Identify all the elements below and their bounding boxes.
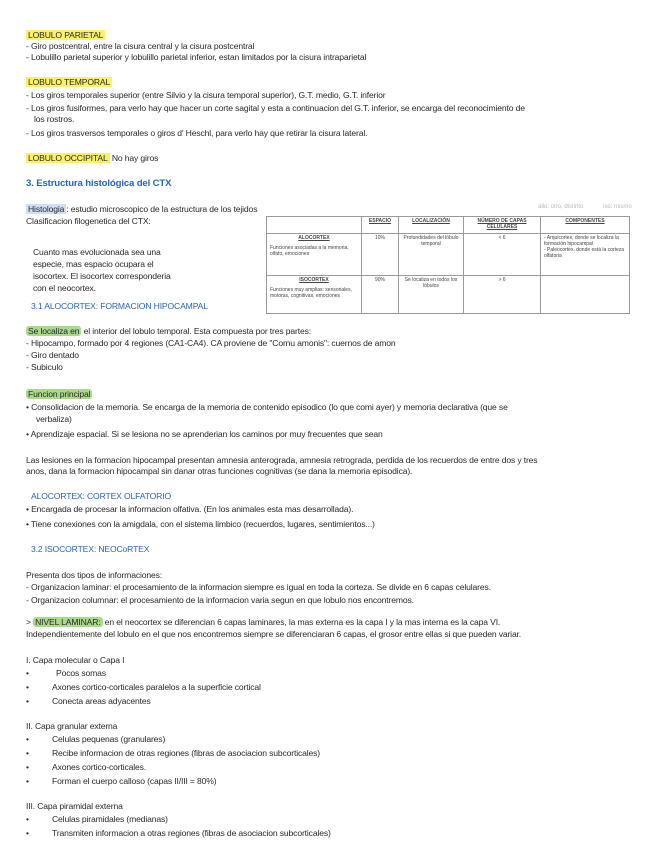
funcion-item: verbaliza) <box>36 414 72 424</box>
component-item: - Paleocortex, donde está la corteza olfatoria <box>544 247 625 259</box>
nivel-line: Independientemente del lobulo en el que nos encontremos siempre se diferenciaran 6 capas, el grosor entre ellas si que pueden variar. <box>26 629 522 639</box>
info-line: Presenta dos tipos de informaciones: <box>26 570 162 580</box>
temporal-line: - Los giros temporales superior (entre Silvio y la cisura temporal superior), G.T. medio, G.T. inferior <box>26 90 386 100</box>
occipital-line <box>26 153 158 163</box>
evolution-line: isocortex. El isocortex corresponderia <box>33 271 171 281</box>
table-cell: 90% <box>362 276 399 314</box>
section-3-title: 3. Estructura histológica del CTX <box>26 178 172 189</box>
table-cell: < 6 <box>464 234 541 276</box>
evolution-line: especie, mas espacio ocupara el <box>33 259 154 269</box>
table-header: COMPONENTES <box>541 217 630 234</box>
funcion-item: • Consolidacion de la memoria. Se encarga de la memoria de contenido episodico (lo que comi ayer) y memoria declarativa (que se <box>26 402 508 412</box>
row-name: ALOCORTEX <box>298 235 330 241</box>
info-line: - Organizacion laminar: el procesamiento de la informacion siempre es igual en toda la corteza. Se divide en 6 capas celulares. <box>26 582 491 592</box>
occipital-heading: LOBULO OCCIPITAL <box>28 153 108 163</box>
section-3-2-title: 3.2 ISOCORTEX: NEOCoRTEX <box>31 544 150 554</box>
localiza-text: el interior del lobulo temporal. Esta compuesta por tres partes: <box>81 326 311 336</box>
list-item: • Recibe informacion de otras regiones (fibras de asociacion subcorticales) <box>26 748 321 758</box>
olfatorio-item: • Encargada de procesar la informacion olfativa. (En los animales esta mas desarrollada). <box>26 504 354 514</box>
component-item: - Arquicortex, donde se localiza la formación hipocampal <box>544 235 619 247</box>
capa-1-title: I. Capa molecular o Capa I <box>26 655 125 665</box>
evolution-line: con el neocortex. <box>33 283 96 293</box>
faint-note-iso: iso: mismo <box>603 204 632 210</box>
table-header: ESPACIO <box>362 217 399 234</box>
localiza-label: Se localiza en <box>28 326 80 336</box>
list-item: • Forman el cuerpo calloso (capas II/III = 80%) <box>26 776 217 786</box>
table-cell: 10% <box>362 234 399 276</box>
localiza-line <box>26 326 311 336</box>
table-cell: > 6 <box>464 276 541 314</box>
parietal-line: - Giro postcentral, entre la cisura central y la cisura postcentral <box>26 41 255 51</box>
funcion-heading: Funcion principal <box>28 389 91 399</box>
table-cell <box>267 234 362 276</box>
parietal-line: - Lobulillo parietal superior y lobulillo parietal inferior, estan limitados por la cisura intraparietal <box>26 52 367 62</box>
localiza-item: - Hipocampo, formado por 4 regiones (CA1-CA4). CA proviene de "Cornu amonis": cuernos de amon <box>26 338 396 348</box>
list-item: • Axones cortico-corticales. <box>26 762 147 772</box>
row-desc: Funciones asociadas a la memoria, olfato, emociones <box>270 245 349 257</box>
list-item: • Celulas pequenas (granulares) <box>26 734 166 744</box>
occipital-text: No hay giros <box>109 153 159 163</box>
temporal-line: - Los giros trasversos temporales o giros d' Heschl, para verlo hay que retirar la cisura lateral. <box>26 128 368 138</box>
histologia-text: : estudio microscopico de la estructura de los tejidos <box>66 204 258 214</box>
histologia-line <box>26 204 257 214</box>
row-desc: Funciones muy amplias: sensoriales, motoras, cognitivas, emociones <box>270 287 352 299</box>
localiza-item: - Giro dentado <box>26 350 79 360</box>
temporal-line: - Los giros fusiformes, para verlo hay que hacer un corte sagital y esta a continuacion del G.T. inferior, se encarga del reconocimiento de <box>26 103 525 113</box>
table-cell: Profundidades del lóbulo temporal <box>399 234 464 276</box>
nivel-label: NIVEL LAMINAR: <box>35 617 101 627</box>
table-header: LOCALIZACIÓN <box>399 217 464 234</box>
nivel-prefix: > <box>26 617 34 627</box>
funcion-item: • Aprendizaje espacial. Si se lesiona no se aprenderian los caminos por muy frecuentes que sean <box>26 429 383 439</box>
parietal-heading: LOBULO PARIETAL <box>28 30 104 40</box>
histologia-label: Histologia <box>28 204 65 214</box>
table-header-row <box>267 217 630 234</box>
list-item: • Conecta areas adyacentes <box>26 696 151 706</box>
lesiones-line: anos, dana la formacion hipocampal sin danar otras funciones cognitivas (se dana la memoria episodica). <box>26 466 413 476</box>
list-item: • Transmiten informacion a otras regiones (fibras de asociacion subcorticales) <box>26 828 331 838</box>
localiza-item: - Subiculo <box>26 362 63 372</box>
list-item: • Celulas piramidales (medianas) <box>26 814 168 824</box>
capa-3-title: III. Capa piramidal externa <box>26 801 123 811</box>
olfatorio-title: ALOCORTEX: CORTEX OLFATORIO <box>31 491 172 501</box>
olfatorio-item: • Tiene conexiones con la amigdala, con el sistema limbico (recuerdos, lugares, sentimientos...) <box>26 519 375 529</box>
classification-line: Clasificacion filogenetica del CTX: <box>26 216 151 226</box>
evolution-line: Cuanto mas evolucionada sea una <box>33 247 161 257</box>
row-name: ISOCORTEX <box>299 277 329 283</box>
nivel-line <box>26 617 500 627</box>
table-cell <box>541 234 630 276</box>
temporal-heading: LOBULO TEMPORAL <box>28 77 111 87</box>
cortex-table <box>266 216 630 314</box>
lesiones-line: Las lesiones en la formacion hipocampal presentan amnesia anterograda, amnesia retrograda, perdida de los recuerdos de entre dos y tres <box>26 455 538 465</box>
nivel-text: en el neocortex se diferencian 6 capas laminares, la mas externa es la capa I y la mas interna es la capa VI. <box>102 617 501 627</box>
capa-2-title: II. Capa granular externa <box>26 721 118 731</box>
table-cell <box>541 276 630 314</box>
table-header: NÚMERO DE CAPAS CELULARES <box>464 217 541 234</box>
temporal-line: los rostros. <box>34 114 75 124</box>
table-cell <box>267 276 362 314</box>
list-item: • Axones cortico-corticales paralelos a la superficie cortical <box>26 682 261 692</box>
list-item: • Pocos somas <box>26 668 106 678</box>
table-row <box>267 276 630 314</box>
table-cell: Se localiza en todos los lóbulos <box>399 276 464 314</box>
table-row <box>267 234 630 276</box>
table-header <box>267 217 362 234</box>
section-3-1-title: 3.1 ALOCORTEX: FORMACION HIPOCAMPAL <box>31 301 208 311</box>
faint-note-allo: allo: otro, distinto <box>538 204 584 210</box>
info-line: - Organizacion columnar: el procesamiento de la informacion varia segun en que lobulo nos encontremos. <box>26 595 414 605</box>
